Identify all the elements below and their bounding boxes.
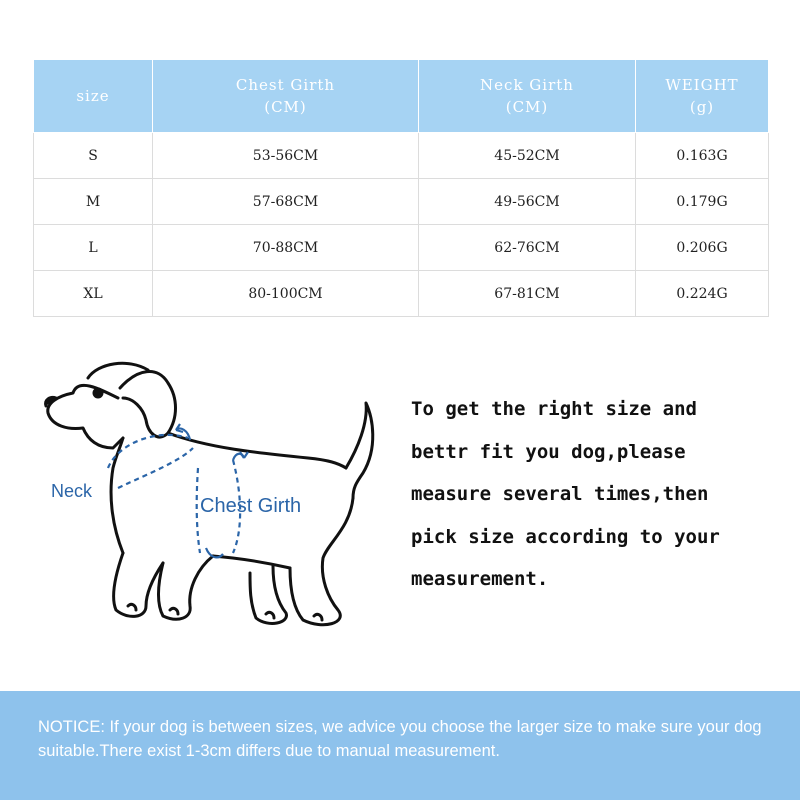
- header-chest-unit: (CM): [264, 98, 307, 116]
- cell-weight: 0.206G: [636, 225, 769, 271]
- header-weight-label: WEIGHT: [665, 76, 739, 94]
- cell-size: XL: [34, 271, 153, 317]
- table-row: [34, 225, 769, 271]
- cell-weight: 0.179G: [636, 179, 769, 225]
- cell-size: L: [34, 225, 153, 271]
- cell-neck: 67-81CM: [419, 271, 636, 317]
- cell-chest: 53-56CM: [153, 133, 419, 179]
- header-chest-label: Chest Girth: [235, 76, 336, 94]
- header-size-label: size: [76, 87, 110, 105]
- cell-chest: 70-88CM: [153, 225, 419, 271]
- table-row: [34, 271, 769, 317]
- cell-neck: 62-76CM: [419, 225, 636, 271]
- size-chart-table: [33, 59, 769, 317]
- cell-size: S: [34, 133, 153, 179]
- header-neck-unit: (CM): [505, 98, 549, 116]
- header-neck-label: Neck Girth: [480, 76, 574, 94]
- cell-neck: 49-56CM: [419, 179, 636, 225]
- cell-weight: 0.224G: [636, 271, 769, 317]
- header-chest-girth: [153, 60, 419, 133]
- dog-illustration: [28, 348, 398, 648]
- table-header-row: [34, 60, 769, 133]
- cell-size: M: [34, 179, 153, 225]
- chest-girth-label: Chest Girth: [200, 495, 302, 517]
- notice-banner: [0, 691, 800, 800]
- cell-chest: 57-68CM: [153, 179, 419, 225]
- header-size: [34, 60, 153, 133]
- measurement-guides: [108, 435, 240, 553]
- cell-neck: 45-52CM: [419, 133, 636, 179]
- cell-weight: 0.163G: [636, 133, 769, 179]
- neck-label: Neck: [51, 481, 93, 501]
- header-neck-girth: [419, 60, 636, 133]
- header-weight-unit: (g): [689, 98, 715, 116]
- measurement-instructions: To get the right size and bettr fit you dog,please measure several times,then pick size according to your measurement.: [411, 398, 720, 590]
- table-row: [34, 133, 769, 179]
- header-weight: [636, 60, 769, 133]
- notice-text: NOTICE: If your dog is between sizes, we advice you choose the larger size to make sure your dog suitable.There exist 1-3cm differs due to manual measurement.: [38, 718, 762, 760]
- cell-chest: 80-100CM: [153, 271, 419, 317]
- table-row: [34, 179, 769, 225]
